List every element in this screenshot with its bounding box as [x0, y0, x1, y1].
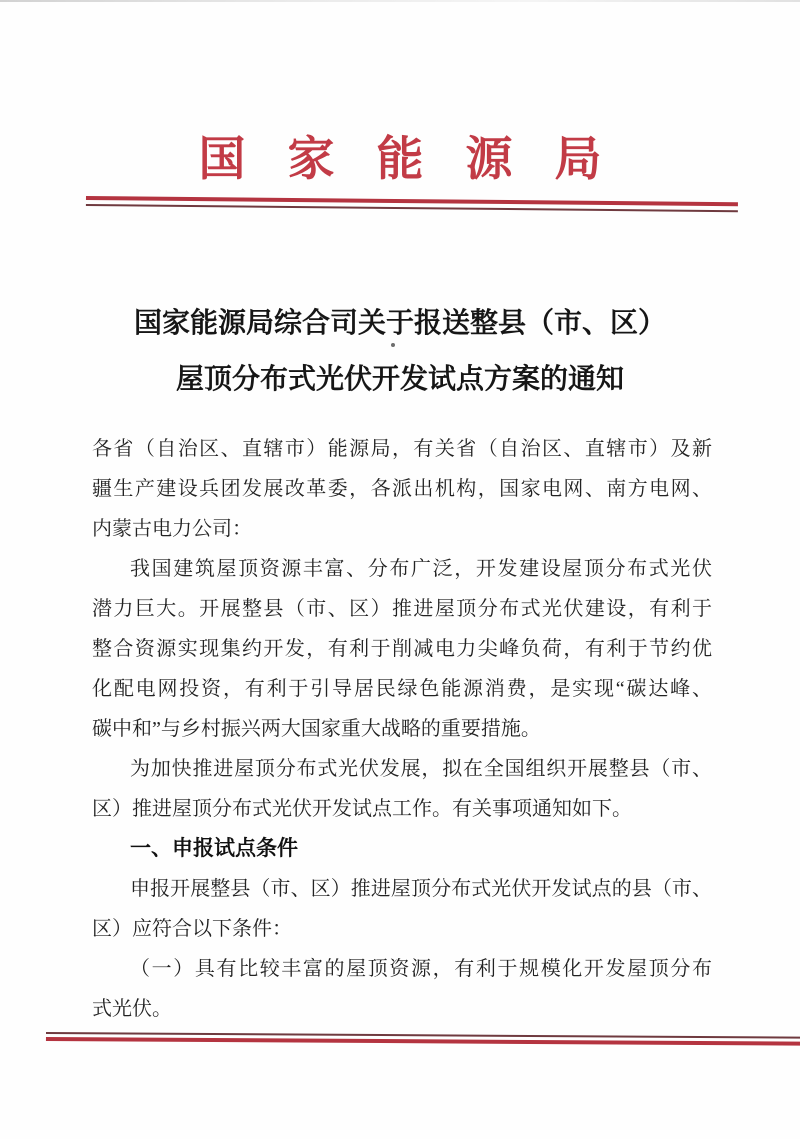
- body-line: 区）推进屋顶分布式光伏开发试点工作。有关事项通知如下。: [92, 798, 632, 820]
- body-line: （一）具有比较丰富的屋顶资源，有利于规模化开发屋顶分布: [130, 958, 712, 980]
- body-line: 为加快推进屋顶分布式光伏发展，拟在全国组织开展整县（市、: [130, 758, 712, 780]
- document-title: [0, 296, 800, 408]
- body-line: 区）应符合以下条件：: [92, 918, 292, 940]
- letterhead-divider: [86, 196, 738, 212]
- body-line: 碳中和”与乡村振兴两大国家重大战略的重要措施。: [92, 718, 541, 740]
- scan-artifact-top-edge: [0, 0, 800, 2]
- body-line: 我国建筑屋顶资源丰富、分布广泛，开发建设屋顶分布式光伏: [130, 558, 712, 580]
- body-line: 申报开展整县（市、区）推进屋顶分布式光伏开发试点的县（市、: [130, 878, 712, 900]
- document-title-line-2: 屋顶分布式光伏开发试点方案的通知: [175, 364, 624, 395]
- document-title-line-1: 国家能源局综合司关于报送整县（市、区）: [133, 308, 666, 339]
- document-body: [92, 429, 712, 1029]
- section-heading: 一、申报试点条件: [130, 837, 298, 860]
- body-line: 潜力巨大。开展整县（市、区）推进屋顶分布式光伏建设，有利于: [92, 598, 712, 620]
- body-line: 内蒙古电力公司：: [92, 518, 252, 540]
- body-line: 式光伏。: [92, 998, 172, 1020]
- body-line: 疆生产建设兵团发展改革委，各派出机构，国家电网、南方电网、: [92, 478, 712, 500]
- body-line: 化配电网投资，有利于引导居民绿色能源消费，是实现“碳达峰、: [92, 678, 712, 700]
- footer-divider: [46, 1032, 800, 1046]
- body-line: 各省（自治区、直辖市）能源局，有关省（自治区、直辖市）及新: [92, 438, 712, 460]
- scan-artifact-speck: [391, 343, 395, 347]
- letterhead-agency-name: 国家能源局: [198, 134, 644, 186]
- body-line: 整合资源实现集约开发，有利于削减电力尖峰负荷，有利于节约优: [92, 638, 712, 660]
